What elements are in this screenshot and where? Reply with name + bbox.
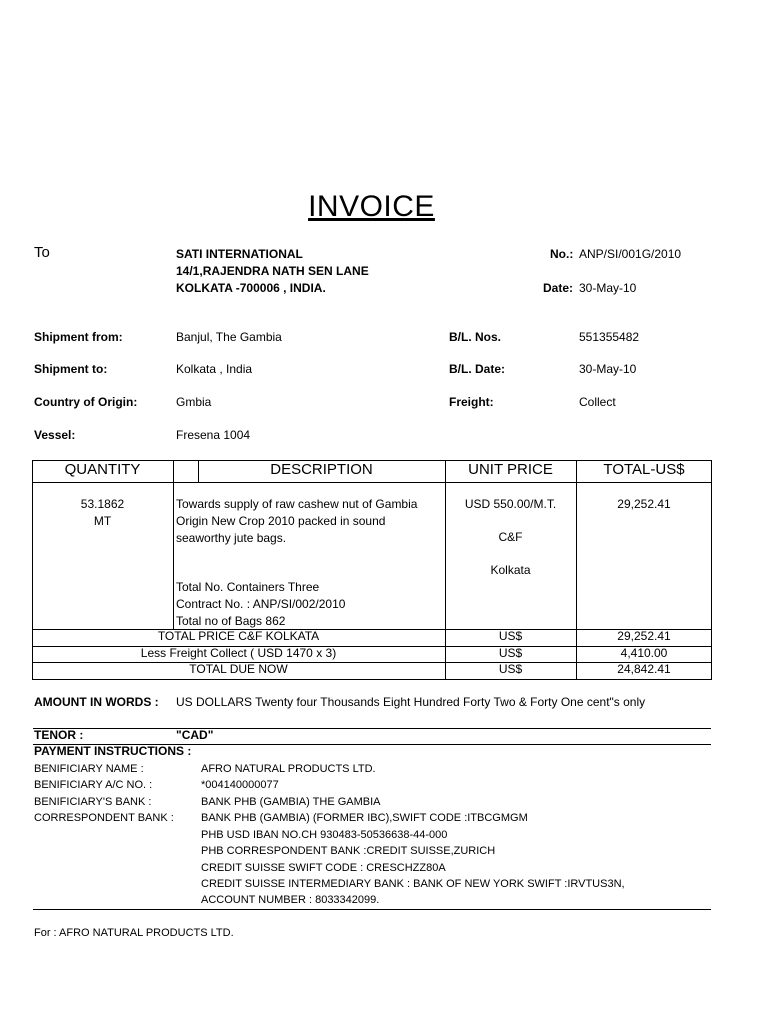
- to-label: To: [34, 244, 50, 261]
- detail-label: Shipment to:: [34, 362, 108, 376]
- footer-signatory: For : AFRO NATURAL PRODUCTS LTD.: [34, 927, 234, 939]
- item-terms: C&F: [498, 530, 523, 544]
- amount-in-words-value: US DOLLARS Twenty four Thousands Eight Hundred Forty Two & Forty One cent"s only: [176, 695, 646, 709]
- description-line: Origin New Crop 2010 packed in sound: [176, 514, 386, 528]
- description-line: Towards supply of raw cashew nut of Gambia: [176, 497, 418, 511]
- tenor-value: "CAD": [176, 728, 214, 742]
- payment-value: PHB CORRESPONDENT BANK :CREDIT SUISSE,ZURICH: [201, 845, 496, 857]
- payment-value: *004140000077: [201, 779, 279, 791]
- header-quantity: QUANTITY: [64, 461, 141, 478]
- payment-label: BENIFICIARY'S BANK :: [34, 796, 152, 808]
- summary-label: TOTAL DUE NOW: [189, 662, 288, 676]
- detail-value: Fresena 1004: [176, 428, 251, 442]
- detail-value: Banjul, The Gambia: [176, 330, 282, 344]
- detail-label: Shipment from:: [34, 330, 123, 344]
- description-line: seaworthy jute bags.: [176, 531, 287, 545]
- payment-value: BANK PHB (GAMBIA) THE GAMBIA: [201, 796, 381, 808]
- detail-label: Vessel:: [34, 428, 76, 442]
- summary-amount: 24,842.41: [617, 662, 671, 676]
- summary-currency: US$: [498, 629, 523, 643]
- detail-value: 30-May-10: [579, 362, 637, 376]
- payment-value: PHB USD IBAN NO.CH 930483-50536638-44-000: [201, 829, 448, 841]
- divider: [33, 728, 711, 729]
- amount-in-words-label: AMOUNT IN WORDS :: [34, 695, 159, 709]
- payment-value: CREDIT SUISSE SWIFT CODE : CRESCHZZ80A: [201, 862, 446, 874]
- description-line: Total no of Bags 862: [176, 614, 286, 628]
- invoice-no-value: ANP/SI/001G/2010: [579, 247, 682, 261]
- summary-currency: US$: [498, 646, 523, 660]
- consignee-address-line1: 14/1,RAJENDRA NATH SEN LANE: [176, 264, 369, 278]
- detail-label: B/L. Nos.: [449, 330, 502, 344]
- summary-label: Less Freight Collect ( USD 1470 x 3): [140, 646, 337, 660]
- payment-heading: PAYMENT INSTRUCTIONS :: [34, 744, 192, 758]
- detail-value: Kolkata , India: [176, 362, 253, 376]
- table-rule: [173, 460, 174, 630]
- item-quantity-value: 53.1862: [80, 497, 125, 511]
- detail-value: 551355482: [579, 330, 640, 344]
- invoice-date-value: 30-May-10: [579, 281, 637, 295]
- payment-label: CORRESPONDENT BANK :: [34, 812, 174, 824]
- item-quantity: [32, 496, 173, 530]
- detail-value: Collect: [579, 395, 616, 409]
- detail-label: B/L. Date:: [449, 362, 506, 376]
- detail-label: Country of Origin:: [34, 395, 138, 409]
- detail-value: Gmbia: [176, 395, 212, 409]
- summary-currency: US$: [498, 662, 523, 676]
- payment-value: AFRO NATURAL PRODUCTS LTD.: [201, 763, 376, 775]
- summary-label: TOTAL PRICE C&F KOLKATA: [157, 629, 320, 643]
- item-unit-price: USD 550.00/M.T.: [464, 497, 557, 511]
- tenor-label: TENOR :: [34, 728, 84, 742]
- header-unit-price: UNIT PRICE: [468, 461, 553, 478]
- description-line: Total No. Containers Three: [176, 580, 320, 594]
- summary-amount: 29,252.41: [617, 629, 671, 643]
- payment-label: BENIFICIARY A/C NO. :: [34, 779, 153, 791]
- header-total: TOTAL-US$: [603, 461, 685, 478]
- divider: [33, 909, 711, 910]
- item-description-extra: [176, 579, 345, 630]
- payment-value: BANK PHB (GAMBIA) (FORMER IBC),SWIFT CODE :ITBCGMGM: [201, 812, 528, 824]
- invoice-date-label: Date:: [543, 281, 574, 295]
- payment-value: ACCOUNT NUMBER : 8033342099.: [201, 894, 380, 906]
- consignee-name: SATI INTERNATIONAL: [176, 247, 303, 261]
- item-port: Kolkata: [490, 563, 531, 577]
- payment-label: BENIFICIARY NAME :: [34, 763, 144, 775]
- item-total: 29,252.41: [617, 497, 671, 511]
- item-quantity-unit: MT: [93, 514, 112, 528]
- summary-amount: 4,410.00: [620, 646, 668, 660]
- description-line: Contract No. : ANP/SI/002/2010: [176, 597, 346, 611]
- table-rule: [32, 482, 712, 483]
- consignee-address-line2: KOLKATA -700006 , INDIA.: [176, 281, 326, 295]
- invoice-no-label: No.:: [550, 247, 574, 261]
- invoice-title: INVOICE: [308, 190, 435, 223]
- detail-label: Freight:: [449, 395, 494, 409]
- header-description: DESCRIPTION: [270, 461, 373, 478]
- payment-value: CREDIT SUISSE INTERMEDIARY BANK : BANK OF NEW YORK SWIFT :IRVTUS3N,: [201, 878, 625, 890]
- item-description: [176, 496, 417, 547]
